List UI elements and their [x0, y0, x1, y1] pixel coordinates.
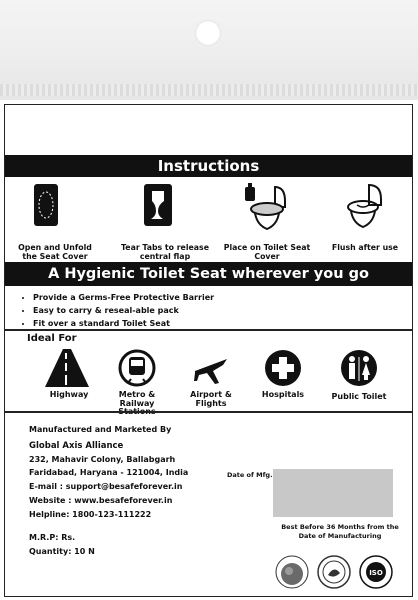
email: E-mail : support@besafeforever.in — [29, 482, 183, 491]
step-4-caption-line1: Flush after use — [331, 243, 399, 252]
benefit-item: • Fit over a standard Toilet Seat — [33, 317, 214, 330]
date-of-mfg-label: Date of Mfg. — [227, 471, 273, 479]
benefits-list — [23, 291, 214, 330]
highway-icon — [45, 349, 89, 387]
helpline: Helpline: 1800-123-111222 — [29, 510, 152, 519]
best-before-line1: Best Before 36 Months from the — [281, 523, 399, 531]
quantity: Quantity: 10 N — [29, 547, 95, 556]
step-3-caption-line1: Place on Toilet Seat — [223, 243, 311, 252]
public-toilet-icon — [340, 349, 378, 387]
iso-certified-badge-icon — [359, 555, 393, 589]
mrp: M.R.P: Rs. — [29, 533, 76, 542]
hospital-cross-icon — [264, 349, 302, 387]
tagline: A Hygienic Toilet Seat wherever you go — [5, 262, 412, 286]
metro-train-icon — [118, 349, 156, 387]
instruction-steps — [5, 179, 412, 261]
airport-label-line1: Airport & — [190, 390, 232, 399]
airplane-icon — [193, 351, 229, 387]
metro-label-line2: Railway — [119, 398, 155, 408]
manufacturer-heading: Manufactured and Marketed By — [29, 425, 172, 434]
hang-hole — [195, 20, 221, 46]
divider — [5, 411, 412, 413]
step-1-caption-line1: Open and Unfold — [18, 243, 92, 252]
benefit-item: • Easy to carry & reseal-able pack — [33, 304, 214, 317]
address-line1: 232, Mahavir Colony, Ballabgarh — [29, 455, 176, 464]
place-cover-icon — [239, 183, 293, 233]
website: Website : www.besafeforever.in — [29, 496, 173, 505]
step-1-caption-line2: the Seat Cover — [22, 252, 88, 261]
svg-text:ISO: ISO — [369, 569, 383, 577]
step-2-caption-line1: Tear Tabs to release — [121, 243, 209, 252]
public-toilet-label: Public Toilet — [331, 392, 387, 401]
zip-seal — [0, 84, 418, 96]
product-label — [4, 104, 413, 597]
tear-tab-icon — [143, 183, 173, 227]
eco-friendly-badge-icon — [275, 555, 309, 589]
ideal-for-title: Ideal For — [27, 333, 77, 344]
airport-label-line2: Flights — [195, 398, 227, 408]
biodegradable-badge-icon — [317, 555, 351, 589]
company-name: Global Axis Alliance — [29, 441, 124, 451]
step-3-caption-line2: Cover — [254, 252, 280, 261]
highway-label: Highway — [49, 390, 89, 399]
pouch-header — [0, 0, 418, 100]
divider — [5, 329, 412, 331]
step-2-caption-line2: central flap — [139, 252, 191, 261]
hospitals-label: Hospitals — [261, 390, 305, 399]
benefit-item: • Provide a Germs-Free Protective Barrier — [33, 291, 214, 304]
metro-label-line1: Metro & — [118, 390, 156, 399]
date-of-mfg-box — [273, 469, 393, 517]
best-before-line2: Date of Manufacturing — [298, 532, 382, 540]
instructions-title: Instructions — [5, 155, 412, 177]
seat-cover-icon — [33, 183, 59, 227]
flush-icon — [345, 183, 389, 233]
address-line2: Faridabad, Haryana - 121004, India — [29, 468, 189, 477]
